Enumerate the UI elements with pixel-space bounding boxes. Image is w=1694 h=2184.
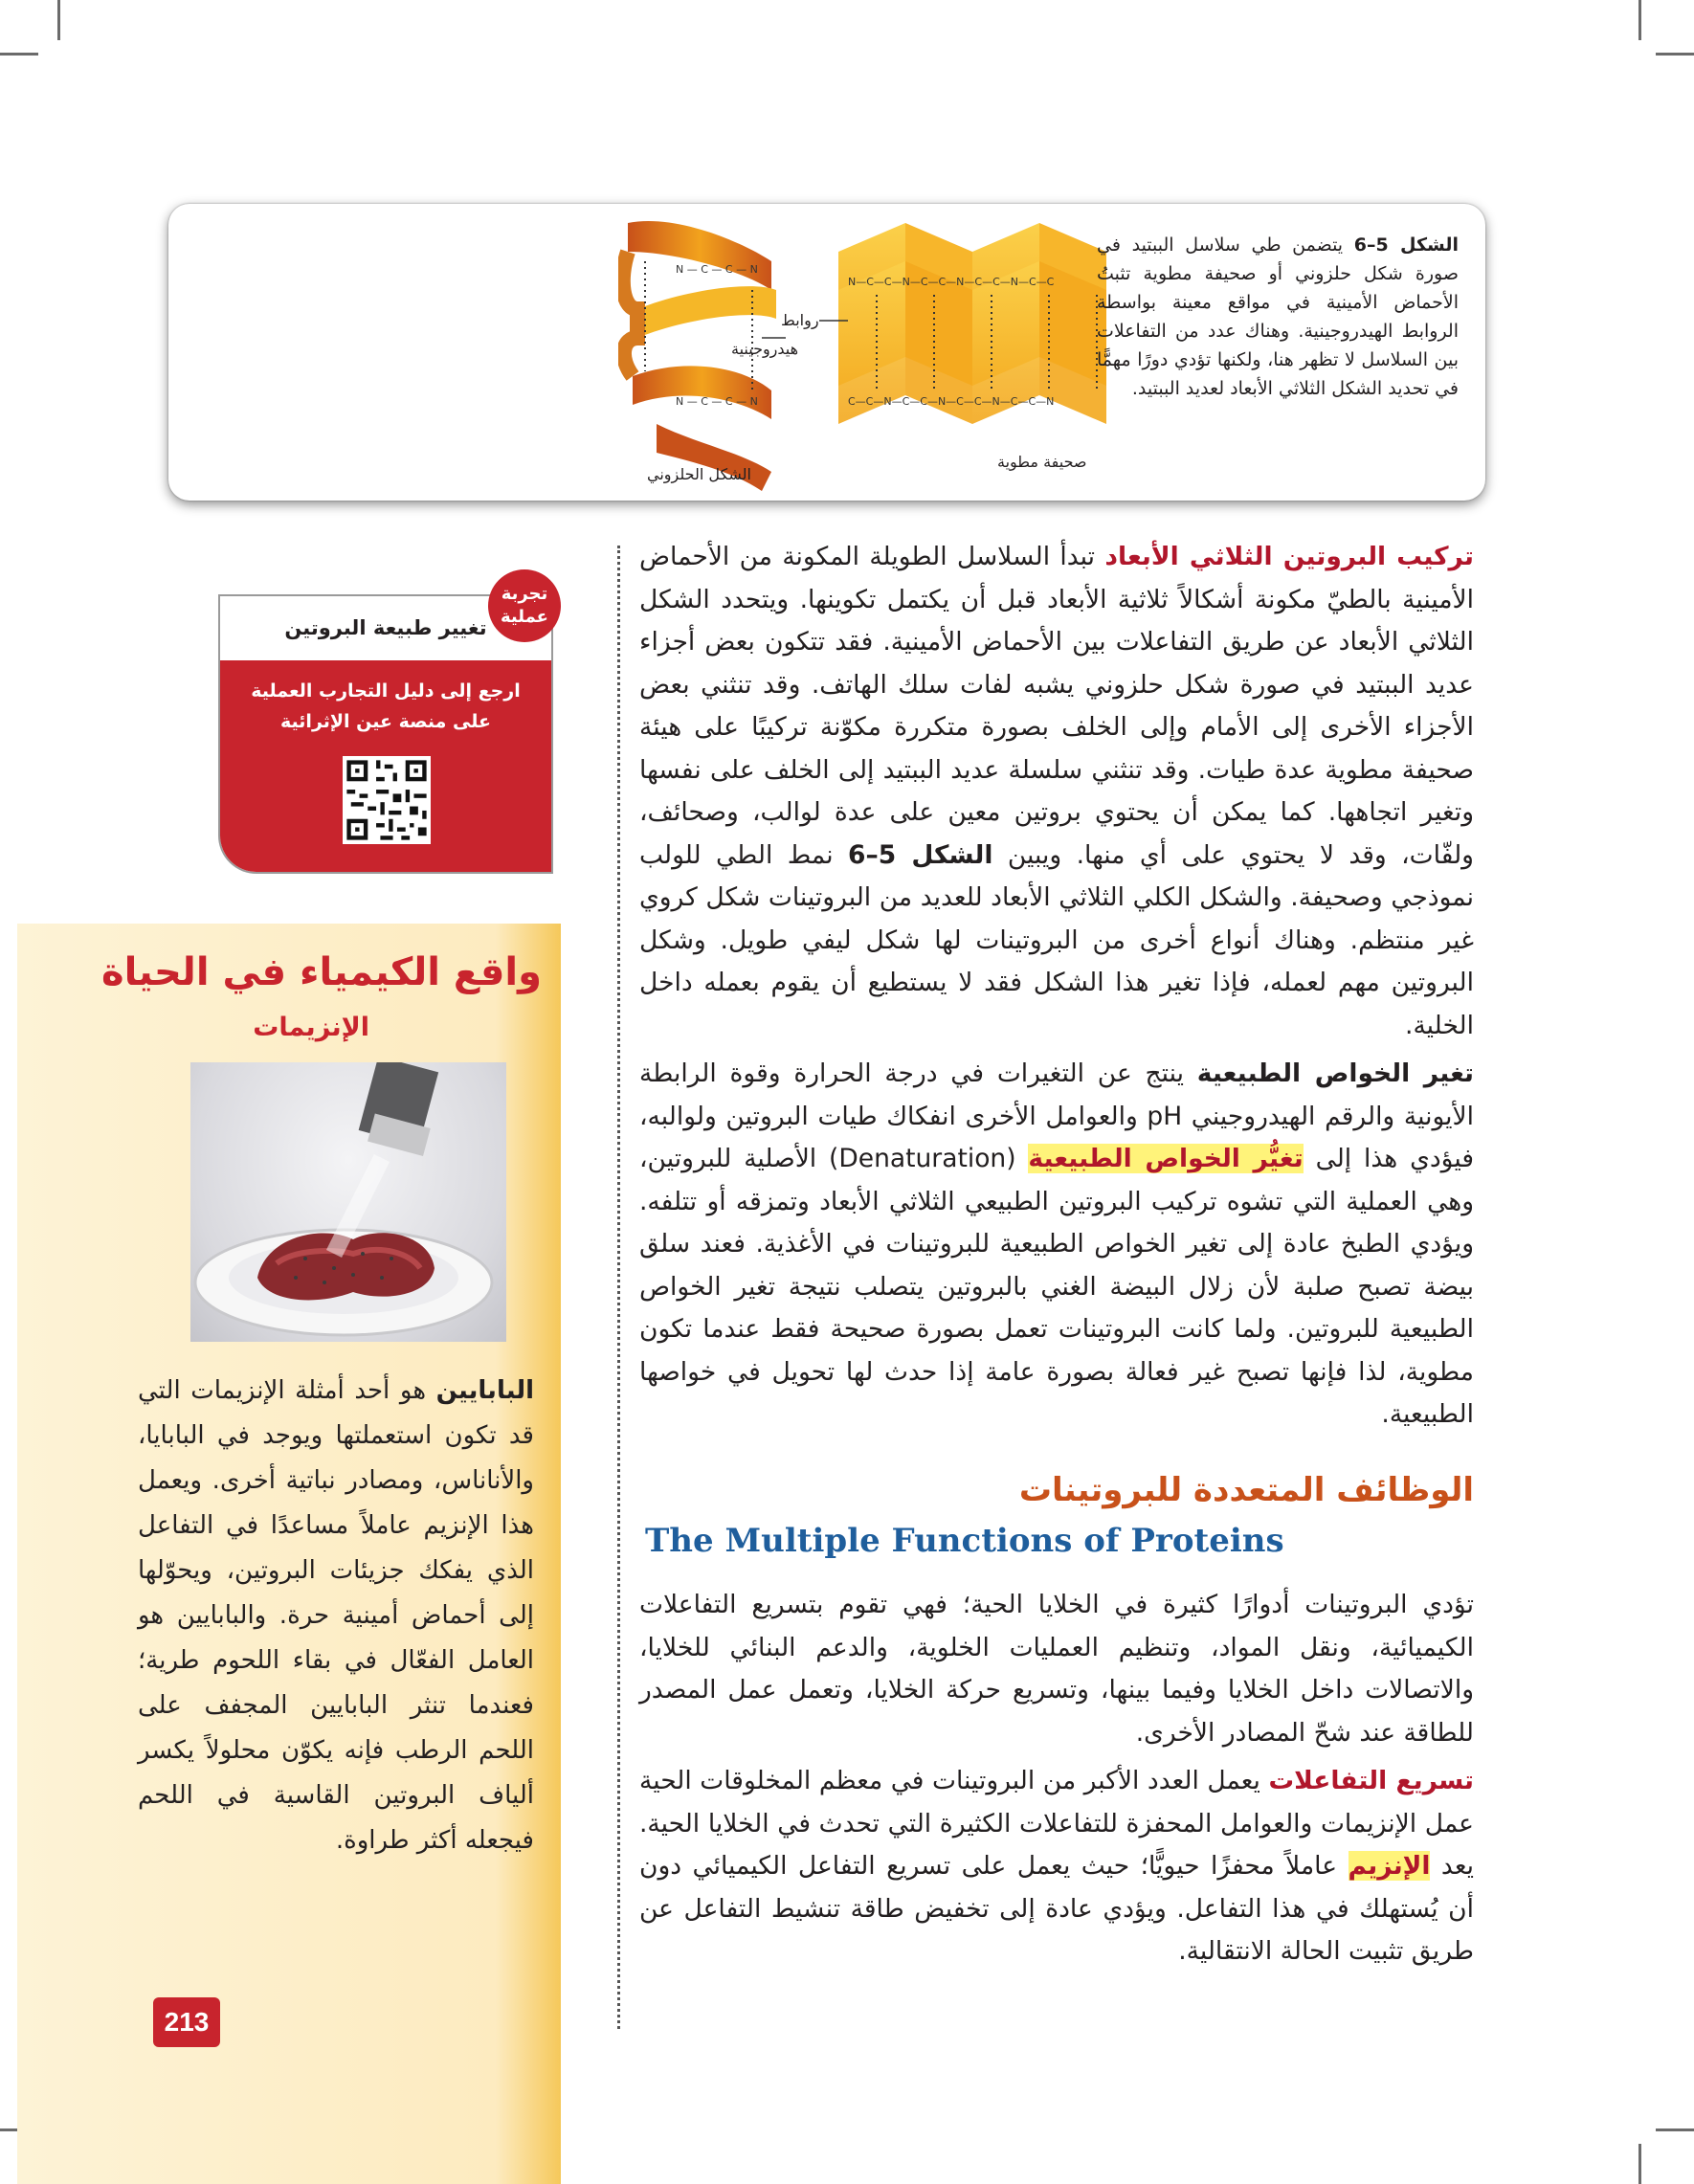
- paragraph-text: تبدأ السلاسل الطويلة المكونة من الأحماض الأمينية بالطيّ مكونة أشكالاً ثلاثية الأبعاد قبل أن يكتمل تكوينها. ويتحدد الشكل الثلاثي الأبعاد عن طريق التفاعلات بين الأحماض الأمينية. فقد تتكون بعض أجزاء عديد الببتيد في صورة شكل حلزوني يشبه لفات سلك الهاتف. وقد تنثني بعض الأجزاء الأخرى إلى الأمام وإلى الخلف بصورة متكررة مكوّنة تركيبًا على هيئة صحيفة مطوية عدة طيات. وقد تنثني سلسلة عديد الببتيد إلى الخلف على نفسها وتغير اتجاهها. كما يمكن أن يحتوي بروتين معين على عدة لوالب، وصحائف، ولفّات، وقد لا يحتوي على أي منها. ويبين: [639, 542, 1474, 870]
- svg-text:N—C—C—N—C—C—N—C—C—N—C—C: N—C—C—N—C—C—N—C—C—N—C—C: [848, 276, 1055, 288]
- paragraph-3d-structure: [639, 536, 1474, 1047]
- paragraph-text: ينتج عن التغيرات في درجة الحرارة وقوة الرابطة الأيونية والرقم الهيدروجيني pH والعوامل الأخرى انفكاك طيات البروتين ولوالبه، فيؤدي هذا إلى: [639, 1059, 1474, 1173]
- crop-mark: [1638, 2144, 1641, 2184]
- lab-badge: تجربة عملية: [488, 569, 561, 642]
- keyword-denaturation: تغير الخواص الطبيعية: [1196, 1059, 1474, 1088]
- section-title-arabic: الوظائف المتعددة للبروتينات: [1018, 1471, 1474, 1509]
- crop-mark: [1656, 53, 1694, 56]
- crop-mark: [1638, 0, 1641, 40]
- sidebar: [17, 924, 561, 2184]
- label-helix: الشكل الحلزوني: [647, 465, 751, 483]
- meat-illustration: [190, 1062, 506, 1342]
- page-number: 213: [153, 1997, 220, 2047]
- figure-caption-label: الشكل 5–6: [1353, 234, 1459, 256]
- sidebar-title: واقع الكيمياء في الحياة: [101, 950, 542, 994]
- paragraph-text: عاملاً محفزًا حيويًّا؛ حيث يعمل على تسريع التفاعل الكيميائي دون أن يُستهلك في هذا التفاعل. ويؤدي عادة إلى تخفيض طاقة تنشيط التفاعل عن طريق تثبيت الحالة الانتقالية.: [639, 1851, 1474, 1966]
- figure-caption: [1097, 231, 1459, 403]
- paragraph-functions: تؤدي البروتينات أدوارًا كثيرة في الخلايا الحية؛ فهي تقوم بتسريع التفاعلات الكيميائية، ونقل المواد، وتنظيم العمليات الخلوية، والدعم البنائي للخلايا، والاتصالات داخل الخلايا وفيما بينها، وتسريع حركة الخلايا، وتعمل عمل المصدر للطاقة عند شحّ المصادر الأخرى.: [639, 1590, 1474, 1748]
- main-text: [639, 536, 1474, 1442]
- column-divider: [617, 546, 620, 2029]
- paragraph-text: يعمل العدد الأكبر من البروتينات في معظم المخلوقات الحية عمل الإنزيمات والعوامل المحفزة للتفاعلات الكثيرة التي تحدث في الخلايا الحية. يعد: [639, 1766, 1474, 1881]
- paragraph-catalysis: [639, 1760, 1474, 1973]
- keyword-3d-structure: تركيب البروتين الثلاثي الأبعاد: [1104, 542, 1474, 571]
- lab-body: [220, 660, 551, 872]
- crop-mark: [0, 53, 38, 56]
- figure-caption-text: يتضمن طي سلاسل الببتيد في صورة شكل حلزوني أو صحيفة مطوية تثبتُ الأحماض الأمينية في مواقع معينة بواسطة الروابط الهيدروجينية. وهناك عدد من التفاعلات بين السلاسل لا تظهر هنا، ولكنها تؤدي دورًا مهمًّا في تحديد الشكل الثلاثي الأبعاد لعديد الببتيد.: [1097, 234, 1459, 399]
- sidebar-paragraph: هو أحد أمثلة الإنزيمات التي قد تكون استعملتها ويوجد في البابايا، والأناناس، ومصادر نباتية أخرى. ويعمل هذا الإنزيم عاملاً مساعدًا في التفاعل الذي يفكك جزيئات البروتين، ويحوّلها إلى أحماض أمينية حرة. والبابايين هو العامل الفعّال في بقاء اللحوم طرية؛ فعندما تنثر البابايين المجفف على اللحم الرطب فإنه يكوّن محلولاً يكسر ألياف البروتين القاسية في اللحم فيجعله أكثر طراوة.: [138, 1376, 534, 1855]
- svg-text:N — C — C — N: N — C — C — N: [676, 395, 758, 408]
- paragraph-text: نمط الطي للولب نموذجي وصحيفة. والشكل الكلي الثلاثي الأبعاد للعديد من البروتينات شكل كروي غير منتظم. وهناك أنواع أخرى من البروتينات لها شكل ليفي طويل. وشكل البروتين مهم لعمله، فإذا تغير هذا الشكل فقد لا يستطيع أن يقوم بعمله داخل الخلية.: [639, 839, 1474, 1040]
- lab-title: تغيير طبيعة البروتين: [220, 596, 551, 661]
- crop-mark: [57, 0, 60, 40]
- keyword-papain: البابايين: [435, 1376, 534, 1405]
- svg-text:C—C—N—C—C—N—C—C—N—C—C—N: C—C—N—C—C—N—C—C—N—C—C—N: [848, 395, 1055, 408]
- label-bonds-1: روابط: [781, 311, 819, 329]
- figure-box: [168, 204, 1485, 501]
- section-title-english: The Multiple Functions of Proteins: [645, 1522, 1284, 1560]
- paragraph-denaturation: [639, 1053, 1474, 1437]
- highlight-denaturation: تغيُّر الخواص الطبيعية: [1028, 1144, 1304, 1173]
- meat-photo: [190, 1062, 506, 1342]
- label-bonds-2: هيدروجينية: [731, 340, 799, 358]
- keyword-catalysis: تسريع التفاعلات: [1268, 1766, 1474, 1795]
- paragraph-text: (Denaturation) الأصلية للبروتين، وهي العملية التي تشوه تركيب البروتين الطبيعي الثلاثي الأبعاد وتمزقه أو تتلفه. ويؤدي الطبخ عادة إلى تغير الخواص الطبيعية للبروتينات في الأغذية. فعند سلق بيضة تصبح صلبة لأن زلال البيضة الغني بالبروتين يتصلب نتيجة تغير الخواص الطبيعية للبروتين. ولما كانت البروتينات تعمل بصورة صحيحة فقط عندما تكون مطوية، لذا فإنها تصبح غير فعالة بصورة عامة إذا حدث لها تحويل في خواصها الطبيعية.: [639, 1144, 1474, 1429]
- lab-text: ارجع إلى دليل التجارب العملية على منصة عين الإثرائية: [251, 680, 521, 732]
- svg-text:N — C — C — N: N — C — C — N: [676, 263, 758, 276]
- protein-structure-diagram: [618, 213, 1135, 491]
- sidebar-text: [138, 1369, 534, 1863]
- pleated-sheet: [838, 223, 1106, 424]
- highlight-enzyme: الإنزيم: [1348, 1851, 1431, 1881]
- qr-code[interactable]: [343, 756, 431, 844]
- crop-mark: [1656, 2128, 1694, 2131]
- label-sheet: صحيفة مطوية: [997, 453, 1087, 471]
- sidebar-subtitle: الإنزيمات: [253, 1013, 369, 1042]
- main-text-2: [639, 1584, 1474, 1979]
- lab-box: [218, 594, 553, 874]
- figure-reference: الشكل 5–6: [847, 839, 993, 870]
